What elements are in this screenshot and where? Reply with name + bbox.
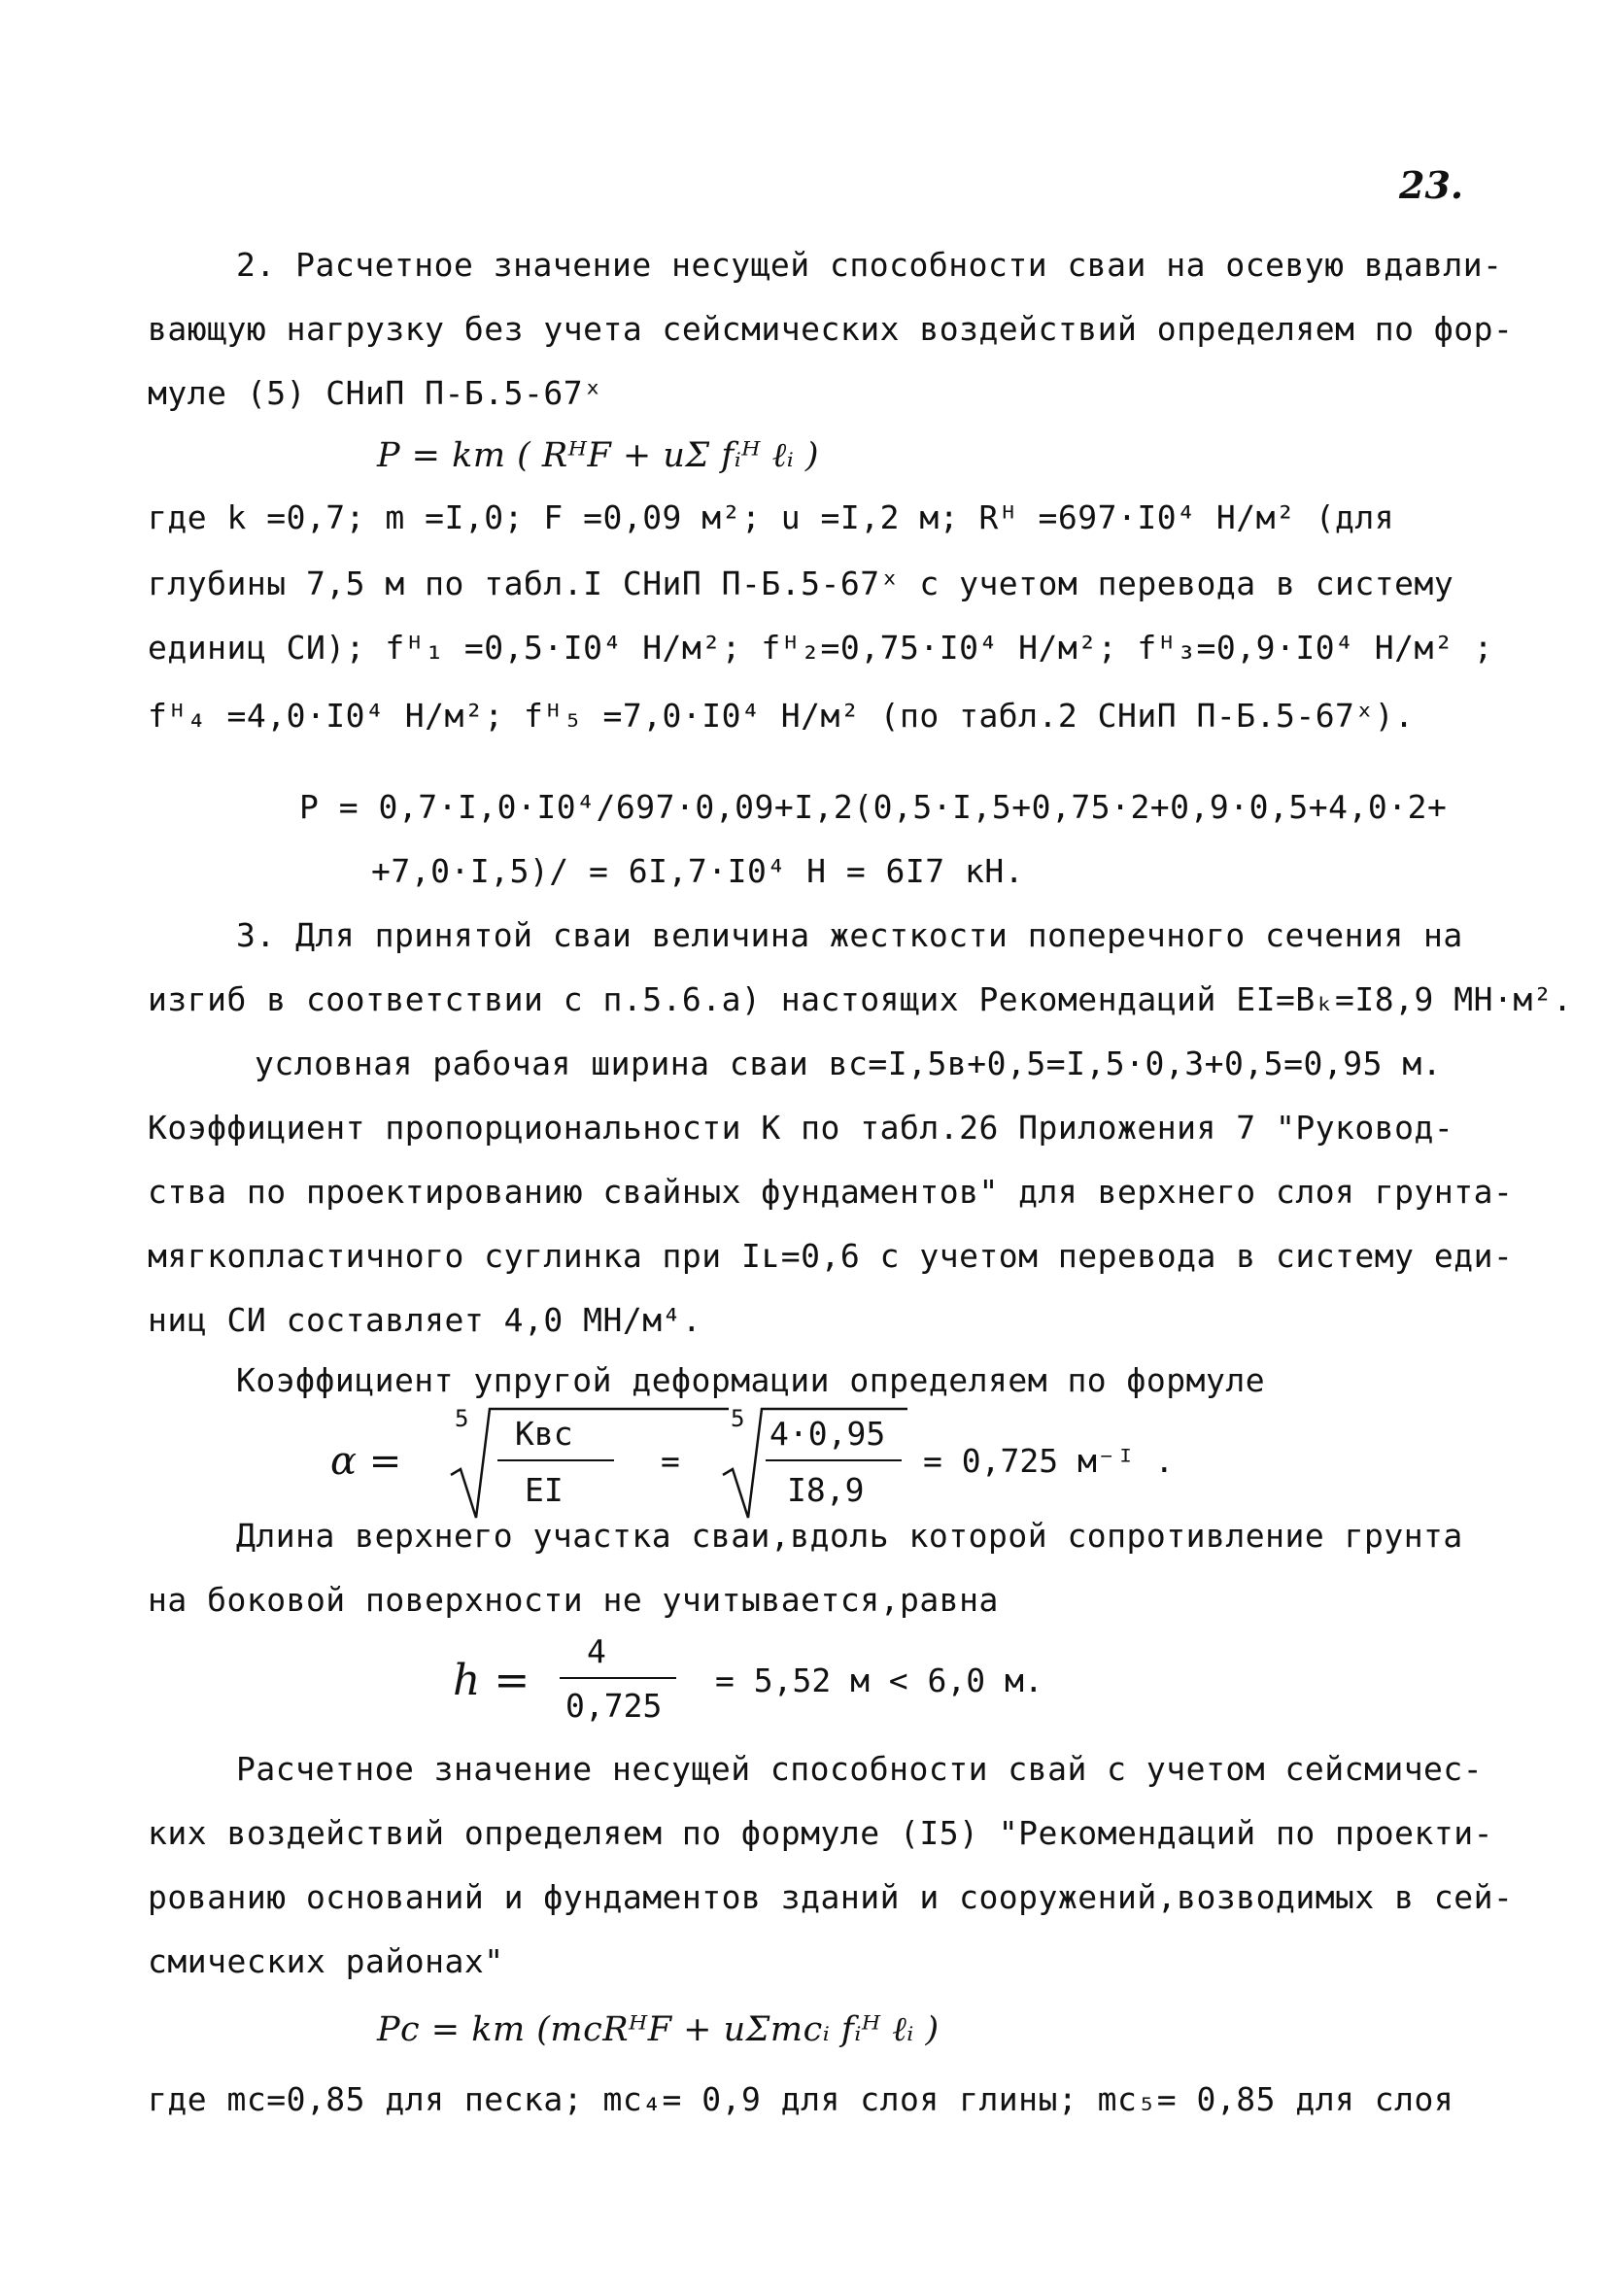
fraction-numerator-1: Kвс: [515, 1415, 573, 1453]
text-line: Коэффициент пропорциональности К по табл.26 Приложения 7 "Руковод-: [148, 1109, 1454, 1147]
text-line: муле (5) СНиП П-Б.5-67ˣ: [148, 374, 603, 412]
fraction-bar-2: [766, 1459, 902, 1461]
root-index-1: 5: [455, 1405, 469, 1432]
fraction-denominator-1: EI: [525, 1471, 564, 1509]
fraction-bar-1: [497, 1459, 614, 1461]
calculation-line: P = 0,7·I,0·I0⁴/697·0,09+I,2(0,5·I,5+0,75·2+0,9·0,5+4,0·2+: [299, 788, 1448, 826]
text-line: где k =0,7; m =I,0; F =0,09 м²; u =I,2 м; Rᴴ =697·I0⁴ Н/м² (для: [148, 498, 1395, 536]
text-line: ниц СИ составляет 4,0 МН/м⁴.: [148, 1301, 702, 1339]
formula-alpha-result: = 0,725 м⁻ᴵ .: [923, 1442, 1175, 1480]
formula-p: P = km ( RᴴF + uΣ fᵢᴴ ℓᵢ ): [377, 436, 820, 475]
formula-h: [453, 1632, 1133, 1739]
text-line: 2. Расчетное значение несущей способности сваи на осевую вдавли-: [236, 246, 1503, 284]
text-line: вающую нагрузку без учета сейсмических воздействий определяем по фор-: [148, 310, 1514, 348]
page-number: 23.: [1399, 163, 1464, 207]
formula-h-result: = 5,52 м < 6,0 м.: [715, 1662, 1043, 1699]
text-line: Расчетное значение несущей способности свай с учетом сейсмичес-: [236, 1750, 1484, 1788]
root-index-2: 5: [731, 1405, 745, 1432]
formula-alpha-lhs: α =: [330, 1439, 402, 1484]
calculation-line: +7,0·I,5)/ = 6I,7·I0⁴ Н = 6I7 кН.: [371, 852, 1025, 890]
text-line: на боковой поверхности не учитывается,равна: [148, 1581, 999, 1619]
equals-sign: =: [661, 1442, 680, 1480]
fraction-denominator-h: 0,725: [565, 1687, 663, 1725]
text-line: ких воздействий определяем по формуле (I5) "Рекомендаций по проекти-: [148, 1814, 1494, 1852]
fraction-numerator-h: 4: [587, 1632, 606, 1670]
text-line: Коэффициент упругой деформации определяем по формуле: [236, 1361, 1266, 1399]
text-line: смических районах": [148, 1942, 504, 1980]
text-line: глубины 7,5 м по табл.I СНиП П-Б.5-67ˣ с учетом перевода в систему: [148, 565, 1454, 602]
text-line: единиц СИ); fᴴ₁ =0,5·I0⁴ Н/м²; fᴴ₂=0,75·I0⁴ Н/м²; fᴴ₃=0,9·I0⁴ Н/м² ;: [148, 629, 1494, 667]
text-line: мягкопластичного суглинка при Iʟ=0,6 с учетом перевода в систему еди-: [148, 1237, 1514, 1275]
text-line: fᴴ₄ =4,0·I0⁴ Н/м²; fᴴ₅ =7,0·I0⁴ Н/м² (по табл.2 СНиП П-Б.5-67ˣ).: [148, 697, 1415, 735]
text-line: где mс=0,85 для песка; mс₄= 0,9 для слоя глины; mс₅= 0,85 для слоя: [148, 2080, 1454, 2118]
fraction-denominator-2: I8,9: [787, 1471, 865, 1509]
formula-alpha: [330, 1399, 1205, 1525]
text-line: 3. Для принятой сваи величина жесткости поперечного сечения на: [236, 916, 1463, 954]
fraction-numerator-2: 4·0,95: [769, 1415, 886, 1453]
formula-h-lhs: h =: [453, 1656, 530, 1705]
text-line: рованию оснований и фундаментов зданий и сооружений,возводимых в сей-: [148, 1878, 1514, 1916]
text-line: Длина верхнего участка сваи,вдоль которой сопротивление грунта: [236, 1517, 1463, 1555]
fraction-bar-h: [560, 1677, 676, 1679]
text-line: условная рабочая ширина сваи вс=I,5в+0,5=I,5·0,3+0,5=0,95 м.: [255, 1045, 1443, 1082]
text-line: ства по проектированию свайных фундаментов" для верхнего слоя грунта-: [148, 1173, 1514, 1211]
text-line: изгиб в соответствии с п.5.6.а) настоящих Рекомендаций EI=Bₖ=I8,9 МН·м².: [148, 980, 1573, 1018]
formula-pc: Pс = km (mсRᴴF + uΣmсᵢ fᵢᴴ ℓᵢ ): [377, 2010, 940, 2049]
